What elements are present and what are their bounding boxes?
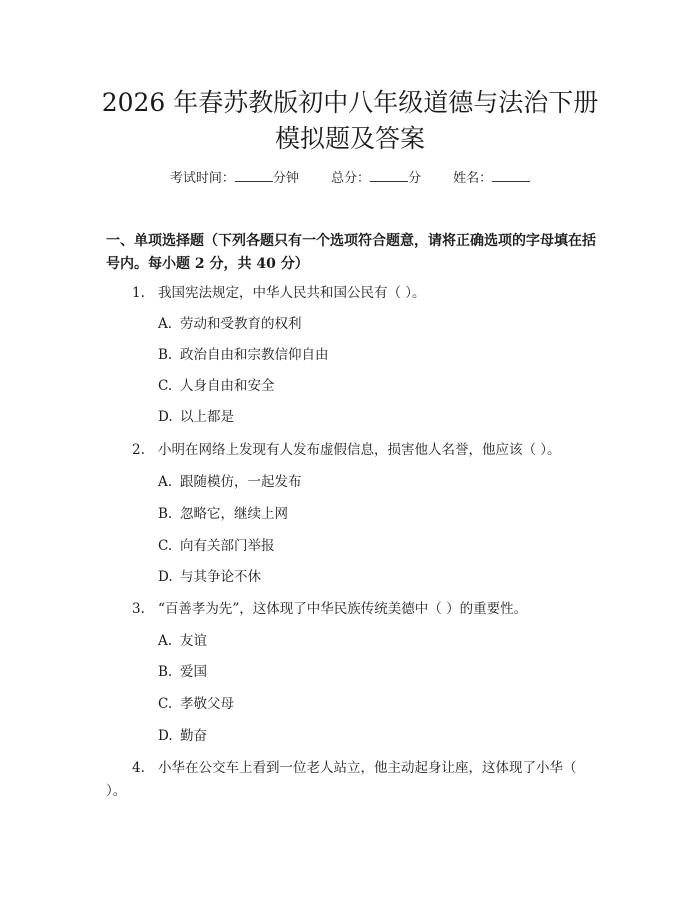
section-heading: 一、单项选择题（下列各题只有一个选项符合题意，请将正确选项的字母填在括号内。每小题 2 分，共 40 分） xyxy=(106,233,596,272)
option-1b xyxy=(158,344,329,366)
option-3b xyxy=(158,661,207,683)
option-text: 友谊 xyxy=(180,633,207,649)
name-label: 姓名： xyxy=(453,171,493,186)
option-text: 向有关部门举报 xyxy=(180,538,275,554)
question-number: 1. xyxy=(132,285,145,301)
option-2a xyxy=(158,471,302,493)
option-letter: B. xyxy=(158,506,173,522)
total-score-field xyxy=(331,168,421,188)
page-title-line1: 2026 年春苏教版初中八年级道德与法治下册 xyxy=(101,88,599,117)
option-letter: A. xyxy=(158,633,173,649)
option-text: 勤奋 xyxy=(180,728,207,744)
question-number: 3. xyxy=(132,601,145,617)
total-score-unit: 分 xyxy=(408,171,422,186)
option-letter: A. xyxy=(158,316,173,332)
option-2c xyxy=(158,535,275,557)
option-1a xyxy=(158,313,302,335)
total-score-blank xyxy=(370,168,408,182)
total-score-label: 总分： xyxy=(330,171,370,186)
question-stem: 我国宪法规定，中华人民共和国公民有（ ）。 xyxy=(158,285,426,301)
option-text: 以上都是 xyxy=(180,409,234,425)
option-letter: B. xyxy=(158,347,173,363)
question-number: 4. xyxy=(132,760,145,776)
question-number: 2. xyxy=(132,442,145,458)
option-letter: D. xyxy=(158,728,173,744)
option-text: 政治自由和宗教信仰自由 xyxy=(180,347,329,363)
option-2d xyxy=(158,566,261,588)
option-letter: C. xyxy=(158,538,173,554)
option-letter: B. xyxy=(158,664,173,680)
option-letter: D. xyxy=(158,409,173,425)
option-letter: C. xyxy=(158,696,173,712)
exam-time-blank xyxy=(235,168,273,182)
option-text: 忽略它，继续上网 xyxy=(180,506,288,522)
option-text: 人身自由和安全 xyxy=(180,378,275,394)
name-blank xyxy=(492,168,530,182)
page-title-line2: 模拟题及答案 xyxy=(274,124,425,153)
option-text: 劳动和受教育的权利 xyxy=(180,316,302,332)
option-2b xyxy=(158,503,288,525)
name-field xyxy=(453,168,530,188)
option-3a xyxy=(158,630,207,652)
option-1c xyxy=(158,375,275,397)
option-1d xyxy=(158,406,234,428)
option-text: 跟随模仿，一起发布 xyxy=(180,474,302,490)
exam-time-unit: 分钟 xyxy=(272,171,299,186)
question-stem: 小明在网络上发现有人发布虚假信息，损害他人名誉，他应该（ ）。 xyxy=(158,442,561,458)
exam-time-label: 考试时间： xyxy=(169,171,235,186)
option-letter: A. xyxy=(158,474,173,490)
option-3c xyxy=(158,693,234,715)
option-text: 爱国 xyxy=(180,664,207,680)
exam-time-field xyxy=(170,168,299,188)
question-stem: 小华在公交车上看到一位老人站立，他主动起身让座，这体现了小华（ ）。 xyxy=(106,760,577,799)
option-letter: D. xyxy=(158,569,173,585)
exam-info xyxy=(0,168,700,188)
option-text: 孝敬父母 xyxy=(180,696,234,712)
question-stem: “百善孝为先”，这体现了中华民族传统美德中（ ）的重要性。 xyxy=(158,601,528,617)
option-text: 与其争论不休 xyxy=(180,569,261,585)
option-letter: C. xyxy=(158,378,173,394)
option-3d xyxy=(158,725,207,747)
